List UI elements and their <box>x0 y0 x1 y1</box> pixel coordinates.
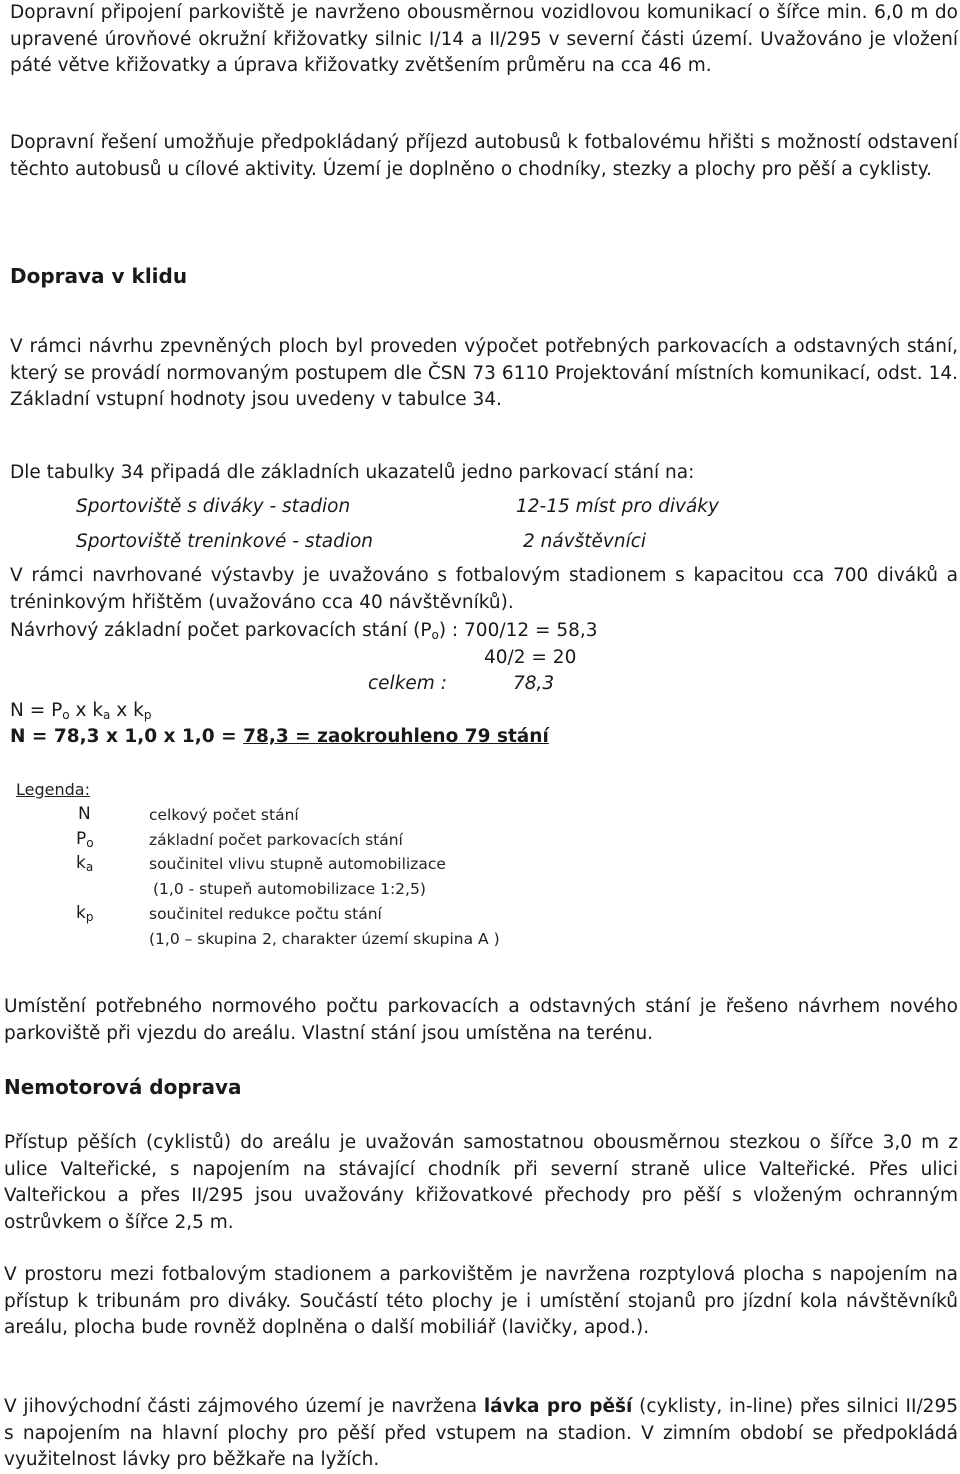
legend-item-note: (1,0 - stupeň automobilizace 1:2,5) <box>153 880 426 898</box>
formula-sub-a: a <box>103 708 111 722</box>
section-heading-nemotorova-doprava: Nemotorová doprava <box>4 1075 242 1099</box>
table-row-value: 2 návštěvníci <box>523 531 647 552</box>
total-value: 78,3 <box>513 673 555 694</box>
footbridge-bold: lávka pro pěší <box>483 1396 633 1417</box>
legend-symbol: $k_p$ <box>76 903 94 924</box>
calc-line-2: 40/2 = 20 <box>484 647 577 668</box>
legend-item: součinitel vlivu stupně automobilizace <box>149 855 446 873</box>
table-row-label: Sportoviště s diváky - stadion <box>76 496 351 517</box>
legend-item: základní počet parkovacích stání <box>149 831 403 849</box>
result-prefix: N = 78,3 x 1,0 x 1,0 = <box>10 726 244 747</box>
legend-item: součinitel redukce počtu stání <box>149 905 382 923</box>
legend-symbol: $P_o$ <box>76 829 94 850</box>
formula-line <box>10 698 151 724</box>
table-row-label: Sportoviště treninkové - stadion <box>76 531 374 552</box>
parking-paragraph-1: V rámci návrhu zpevněných ploch byl proveden výpočet potřebných parkovacích a odstavných stání, který se provádí normovaným postupem dle ČSN 73 6110 Projektování místních komunikací, odst. 14. Základní vstupní hodnoty jsou uvedeny v tabulce 34. <box>10 336 958 410</box>
table-row-value: 12-15 míst pro diváky <box>516 496 719 517</box>
legend-title: Legenda: <box>16 780 90 799</box>
formula-x2: x k <box>110 700 144 721</box>
formula-n: N = P <box>10 700 63 721</box>
calc-subscript: o <box>431 628 439 642</box>
total-label: celkem : <box>368 673 447 694</box>
pedestrian-paragraph-2: V prostoru mezi fotbalovým stadionem a parkovištěm je navržena rozptylová plocha s napojením na přístup k tribunám pro diváky. Součástí této plochy je i umístění stojanů pro jízdní kola návštěvníků areálu, plocha bude rovněž doplněna o další mobiliář (lavičky, apod.). <box>4 1264 958 1338</box>
result-line <box>10 724 549 750</box>
footbridge-text-a: V jihovýchodní části zájmového území je navržena <box>4 1396 484 1417</box>
section-heading-doprava-v-klidu: Doprava v klidu <box>10 264 188 288</box>
pedestrian-paragraph-1: Přístup pěších (cyklistů) do areálu je uvažován samostatnou obousměrnou stezkou o šířce 3,0 m z ulice Valteřické, s napojením na stávající chodník při severní straně ulice Valteřické. Přes ulici Valteřickou a přes II/295 jsou uvažovány křižovatkové přechody pro pěší s vloženým ochranným ostrůvkem o šířce 2,5 m. <box>4 1132 958 1233</box>
formula-sub-o: o <box>62 708 70 722</box>
placement-paragraph: Umístění potřebného normového počtu parkovacích a odstavných stání je řešeno návrhem nového parkoviště při vjezdu do areálu. Vlastní stání jsou umístěna na terénu. <box>4 996 958 1044</box>
intro-paragraph-1: Dopravní připojení parkoviště je navrženo obousměrnou vozidlovou komunikací o šířce min. 6,0 m do upravené úrovňové okružní křižovatky silnic I/14 a II/295 v severní části území. Uvažováno je vložení páté větve křižovatky a úprava křižovatky zvětšením průměru na cca 46 m. <box>10 2 958 76</box>
calc-line-1 <box>10 618 598 644</box>
formula-sub-p: p <box>143 708 152 722</box>
result-underlined: 78,3 = zaokrouhleno 79 stání <box>243 726 549 747</box>
intro-paragraph-2: Dopravní řešení umožňuje předpokládaný příjezd autobusů k fotbalovému hřišti s možností odstavení těchto autobusů u cílové aktivity. Území je doplněno o chodníky, stezky a plochy pro pěší a cyklisty. <box>10 132 958 180</box>
calc-suffix: ) : 700/12 = 58,3 <box>438 620 598 641</box>
legend-item: celkový počet stání <box>149 806 299 824</box>
calc-prefix: Návrhový základní počet parkovacích stání (P <box>10 620 432 641</box>
pedestrian-paragraph-3 <box>4 1394 958 1474</box>
legend-symbol: N <box>78 804 91 824</box>
legend-symbol: $k_a$ <box>76 853 94 874</box>
footbridge-text-b: (cyklisty, in-line) přes silnici II/295 s napojením na hlavní plochy pro pěší před vstupem na stadion. V zimním období se předpokládá využitelnost lávky pro běžkaře na lyžích. <box>4 1396 958 1470</box>
formula-x1: x k <box>69 700 104 721</box>
legend-item-note: (1,0 – skupina 2, charakter území skupina A ) <box>149 930 500 948</box>
capacity-paragraph: V rámci navrhované výstavby je uvažováno s fotbalovým stadionem s kapacitou cca 700 diváků a tréninkovým hřištěm (uvažováno cca 40 návštěvníků). <box>10 565 958 613</box>
table-intro: Dle tabulky 34 připadá dle základních ukazatelů jedno parkovací stání na: <box>10 462 695 483</box>
